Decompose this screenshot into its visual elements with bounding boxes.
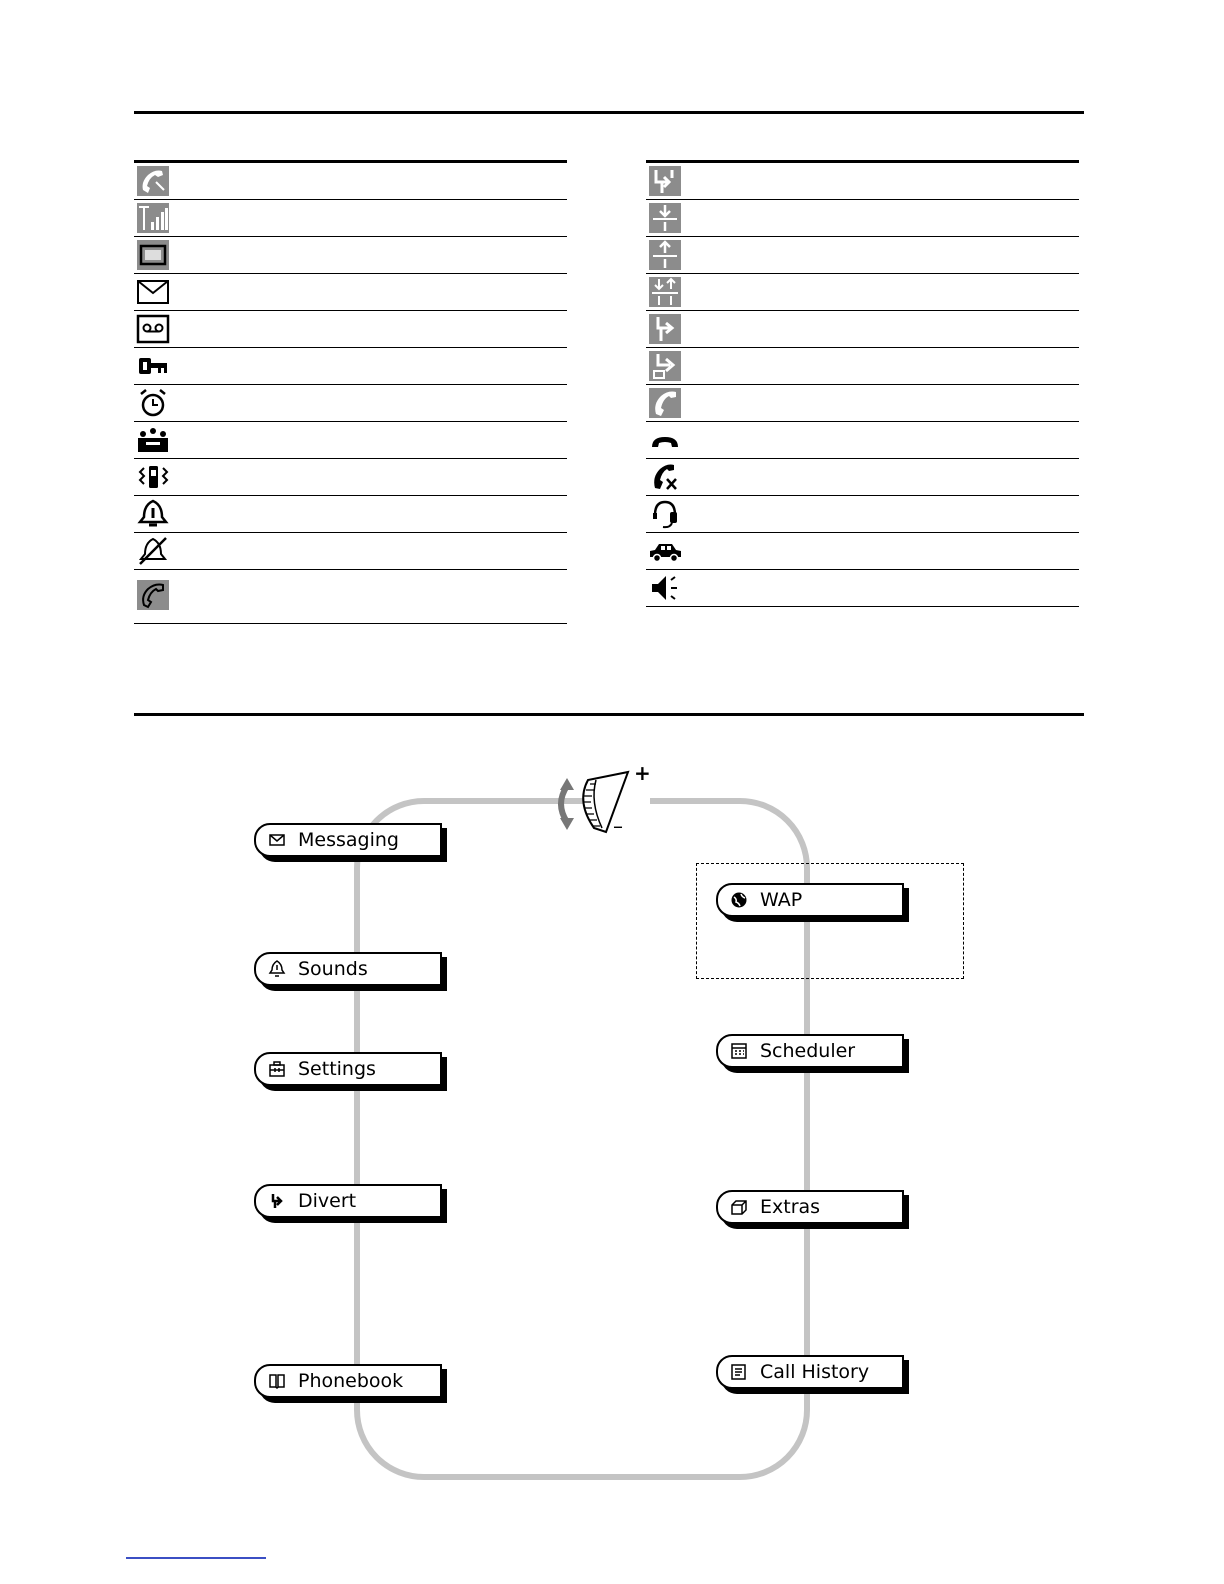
voicemail-icon bbox=[136, 314, 170, 344]
sounds-button[interactable] bbox=[254, 952, 442, 986]
book-icon bbox=[268, 1372, 286, 1390]
divert-voice-icon bbox=[648, 314, 682, 344]
table-row bbox=[646, 459, 1079, 496]
navigation-wheel-icon bbox=[550, 761, 660, 838]
call-in-progress-icon bbox=[136, 166, 170, 196]
keypad-lock-icon bbox=[136, 351, 170, 381]
table-row bbox=[646, 200, 1079, 237]
divert-all-icon bbox=[648, 166, 682, 196]
section-rule-middle bbox=[134, 713, 1084, 716]
status-icon-table-right bbox=[646, 160, 1079, 607]
conference-call-icon bbox=[136, 425, 170, 455]
bell-icon bbox=[268, 960, 286, 978]
menu-wheel-diagram bbox=[0, 740, 1224, 1520]
hold-handset-icon bbox=[648, 425, 682, 455]
table-row bbox=[134, 459, 567, 496]
table-row bbox=[134, 200, 567, 237]
car-kit-icon bbox=[648, 536, 682, 566]
divert-arrow-icon bbox=[268, 1192, 286, 1210]
globe-icon bbox=[730, 891, 748, 909]
outgoing-data-icon bbox=[648, 240, 682, 270]
table-row bbox=[646, 274, 1079, 311]
scheduler-button[interactable] bbox=[716, 1034, 904, 1068]
wap-optional-frame bbox=[696, 863, 964, 979]
table-row bbox=[134, 385, 567, 422]
table-row bbox=[646, 422, 1079, 459]
wap-button[interactable] bbox=[716, 883, 904, 917]
messaging-button[interactable] bbox=[254, 823, 442, 857]
footer-link-line bbox=[126, 1557, 266, 1559]
silent-bell-icon bbox=[136, 536, 170, 566]
active-call-handset-icon bbox=[136, 580, 170, 610]
settings-button[interactable] bbox=[254, 1052, 442, 1086]
messaging-label: Messaging bbox=[298, 829, 399, 851]
battery-level-icon bbox=[136, 240, 170, 270]
speaker-icon bbox=[648, 573, 682, 603]
table-row bbox=[646, 163, 1079, 200]
table-row bbox=[134, 422, 567, 459]
extras-label: Extras bbox=[760, 1196, 821, 1218]
table-row bbox=[646, 570, 1079, 607]
sounds-label: Sounds bbox=[298, 958, 368, 980]
alarm-clock-icon bbox=[136, 388, 170, 418]
table-row bbox=[134, 311, 567, 348]
phonebook-button[interactable] bbox=[254, 1364, 442, 1398]
table-row bbox=[134, 570, 567, 624]
table-row bbox=[134, 496, 567, 533]
table-row bbox=[646, 385, 1079, 422]
minus-sign: – bbox=[613, 814, 623, 838]
signal-strength-icon bbox=[136, 203, 170, 233]
ring-once-bell-icon bbox=[136, 499, 170, 529]
box-icon bbox=[730, 1198, 748, 1216]
phonebook-label: Phonebook bbox=[298, 1370, 404, 1392]
calendar-icon bbox=[730, 1042, 748, 1060]
plus-sign: + bbox=[634, 761, 651, 785]
table-row bbox=[134, 237, 567, 274]
divert-label: Divert bbox=[298, 1190, 357, 1212]
section-rule-top bbox=[134, 111, 1084, 114]
table-row bbox=[646, 311, 1079, 348]
envelope-icon bbox=[268, 831, 286, 849]
headset-icon bbox=[648, 499, 682, 529]
table-row bbox=[646, 496, 1079, 533]
table-row bbox=[134, 274, 567, 311]
table-row bbox=[646, 533, 1079, 570]
vibrate-alert-icon bbox=[136, 462, 170, 492]
table-row bbox=[646, 348, 1079, 385]
call-waiting-icon bbox=[648, 388, 682, 418]
wap-label: WAP bbox=[760, 889, 803, 911]
list-icon bbox=[730, 1363, 748, 1381]
divert-button[interactable] bbox=[254, 1184, 442, 1218]
new-message-icon bbox=[136, 277, 170, 307]
table-row bbox=[134, 348, 567, 385]
status-icon-table-left bbox=[134, 160, 567, 624]
scheduler-label: Scheduler bbox=[760, 1040, 856, 1062]
divert-conditional-icon bbox=[648, 351, 682, 381]
call-history-label: Call History bbox=[760, 1361, 870, 1383]
missed-call-icon bbox=[648, 462, 682, 492]
incoming-data-icon bbox=[648, 203, 682, 233]
toolbox-icon bbox=[268, 1060, 286, 1078]
table-row bbox=[646, 237, 1079, 274]
extras-button[interactable] bbox=[716, 1190, 904, 1224]
settings-label: Settings bbox=[298, 1058, 376, 1080]
table-row bbox=[134, 163, 567, 200]
call-history-button[interactable] bbox=[716, 1355, 904, 1389]
table-row bbox=[134, 533, 567, 570]
data-transfer-icon bbox=[648, 277, 682, 307]
